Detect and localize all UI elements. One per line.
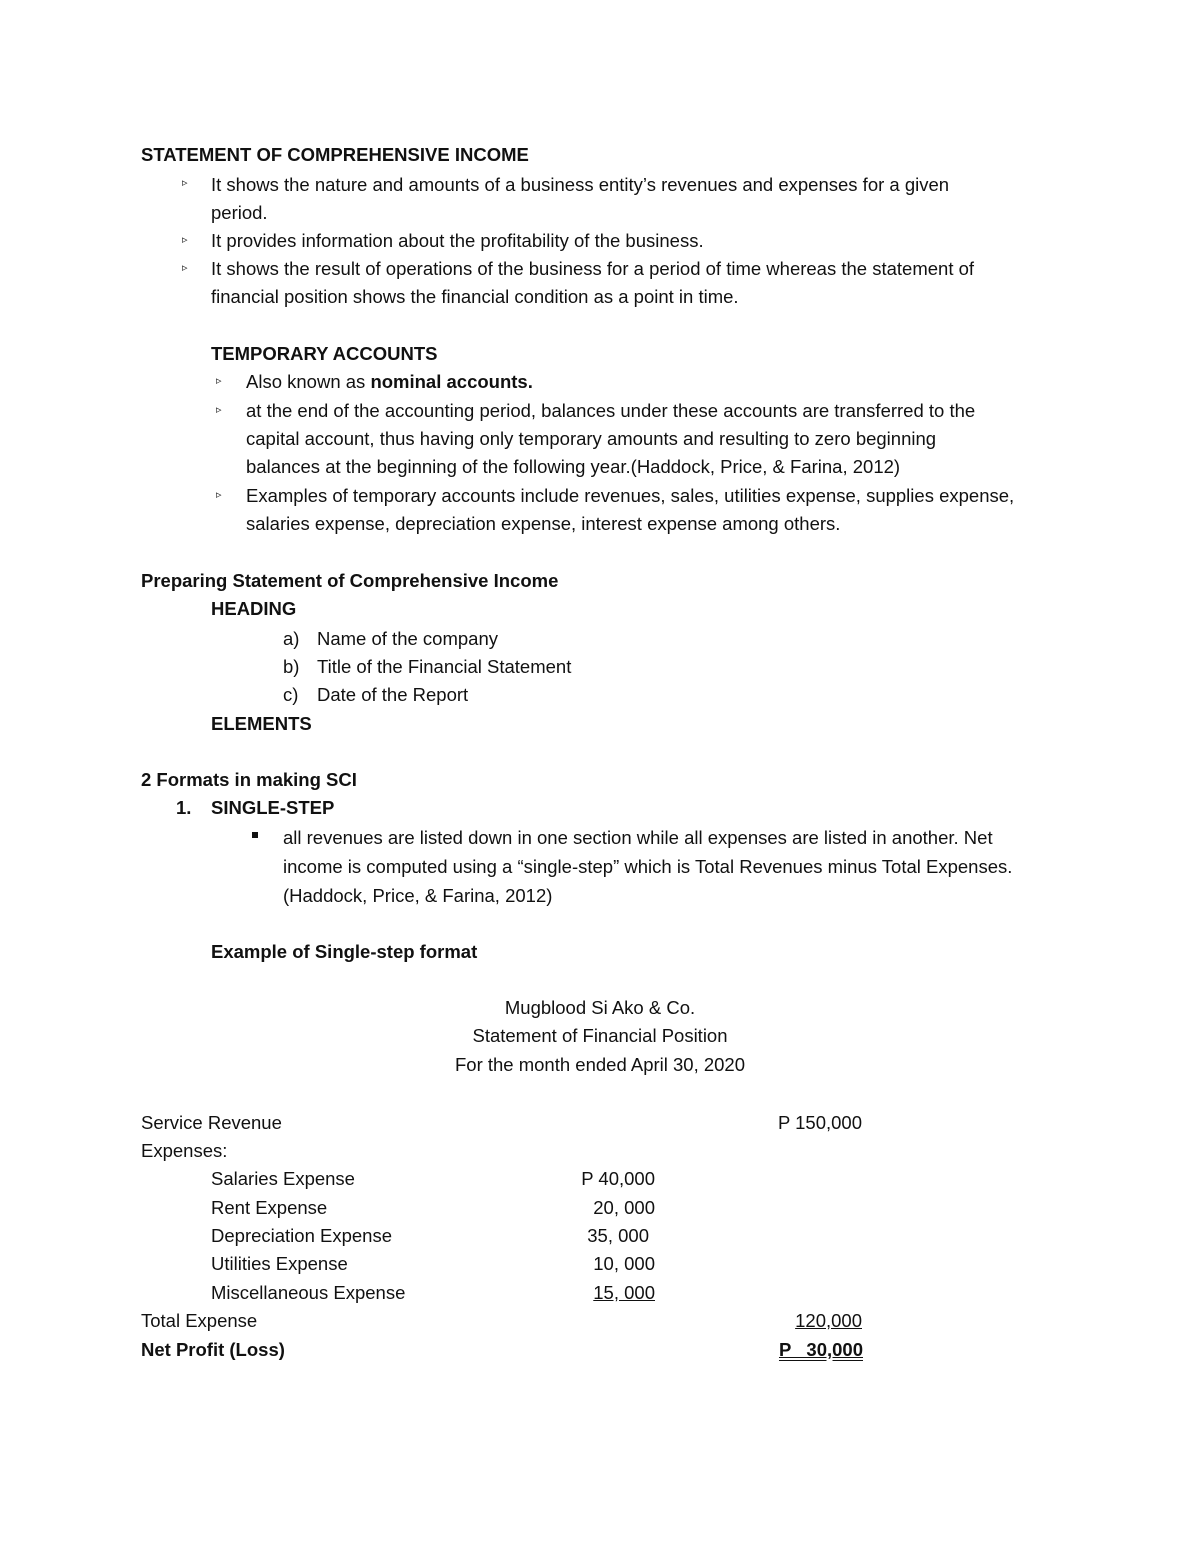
statement-company: Mugblood Si Ako & Co. xyxy=(504,997,696,1018)
expense-value: 20, 000 xyxy=(593,1197,655,1218)
expense-value: 15, 000 xyxy=(593,1282,655,1303)
expense-label: Rent Expense xyxy=(211,1197,328,1218)
temp-bullet-2-line-3: balances at the beginning of the following year.(Haddock, Price, & Farina, 2012) xyxy=(246,456,901,477)
total-expense-value: 120,000 xyxy=(795,1310,862,1331)
service-revenue-label: Service Revenue xyxy=(141,1112,282,1133)
list-number-1: 1. xyxy=(176,797,192,818)
expense-label: Salaries Expense xyxy=(211,1168,355,1189)
example-title: Example of Single-step format xyxy=(211,941,478,962)
heading-item-a: Name of the company xyxy=(317,628,498,649)
heading-label: HEADING xyxy=(211,598,297,619)
temp-bullet-3-line-1: Examples of temporary accounts include revenues, sales, utilities expense, supplies expense, xyxy=(246,485,1015,506)
heading-item-c: Date of the Report xyxy=(317,684,469,705)
arrow-bullet-icon: ▹ xyxy=(182,177,188,189)
sci-bullet-2: It provides information about the profitability of the business. xyxy=(211,230,704,251)
expense-label: Miscellaneous Expense xyxy=(211,1282,406,1303)
statement-period: For the month ended April 30, 2020 xyxy=(454,1054,746,1075)
arrow-bullet-icon: ▹ xyxy=(182,262,188,274)
temp-bullet-3-line-2: salaries expense, depreciation expense, interest expense among others. xyxy=(246,513,841,534)
arrow-bullet-icon: ▹ xyxy=(216,375,222,387)
temp-bullet-2-line-1: at the end of the accounting period, balances under these accounts are transferred to the xyxy=(246,400,976,421)
temp-bullet-1-bold: nominal accounts. xyxy=(370,371,533,392)
temp-bullet-2-line-2: capital account, thus having only temporary amounts and resulting to zero beginning xyxy=(246,428,937,449)
section-title-formats: 2 Formats in making SCI xyxy=(141,769,357,790)
temp-bullet-1 xyxy=(246,370,533,394)
expenses-label: Expenses: xyxy=(141,1140,228,1161)
net-profit-label: Net Profit (Loss) xyxy=(141,1339,285,1360)
service-revenue-value: P 150,000 xyxy=(777,1112,862,1133)
single-step-desc-line-1: all revenues are listed down in one section while all expenses are listed in another. Net xyxy=(283,827,993,848)
square-bullet-icon xyxy=(252,832,258,838)
temp-bullet-1-text: Also known as xyxy=(246,371,371,392)
total-expense-label: Total Expense xyxy=(141,1310,258,1331)
format-single-step: SINGLE-STEP xyxy=(211,797,335,818)
list-marker-c: c) xyxy=(283,684,299,705)
expense-label: Depreciation Expense xyxy=(211,1225,392,1246)
single-step-desc-line-2: income is computed using a “single-step” which is Total Revenues minus Total Expenses. xyxy=(283,856,1013,877)
list-marker-b: b) xyxy=(283,656,300,677)
arrow-bullet-icon: ▹ xyxy=(216,404,222,416)
sci-bullet-3-line-1: It shows the result of operations of the business for a period of time whereas the statement of xyxy=(211,258,975,279)
expense-value: 10, 000 xyxy=(593,1253,655,1274)
section-title-preparing: Preparing Statement of Comprehensive Income xyxy=(141,570,559,591)
expense-label: Utilities Expense xyxy=(211,1253,348,1274)
net-profit-value: P 30,000 xyxy=(778,1339,863,1360)
expense-value: P 40,000 xyxy=(581,1168,655,1189)
section-title-sci: STATEMENT OF COMPREHENSIVE INCOME xyxy=(141,144,529,165)
sci-bullet-1-line-1: It shows the nature and amounts of a business entity’s revenues and expenses for a given xyxy=(211,174,950,195)
elements-label: ELEMENTS xyxy=(211,713,312,734)
expense-value: 35, 000 xyxy=(587,1225,649,1246)
arrow-bullet-icon: ▹ xyxy=(216,489,222,501)
single-step-desc-line-3: (Haddock, Price, & Farina, 2012) xyxy=(283,885,553,906)
sci-bullet-3-line-2: financial position shows the financial condition as a point in time. xyxy=(211,286,739,307)
sci-bullet-1-line-2: period. xyxy=(211,202,268,223)
arrow-bullet-icon: ▹ xyxy=(182,234,188,246)
statement-title: Statement of Financial Position xyxy=(472,1025,728,1046)
list-marker-a: a) xyxy=(283,628,300,649)
heading-item-b: Title of the Financial Statement xyxy=(317,656,572,677)
section-title-temporary-accounts: TEMPORARY ACCOUNTS xyxy=(211,343,438,364)
